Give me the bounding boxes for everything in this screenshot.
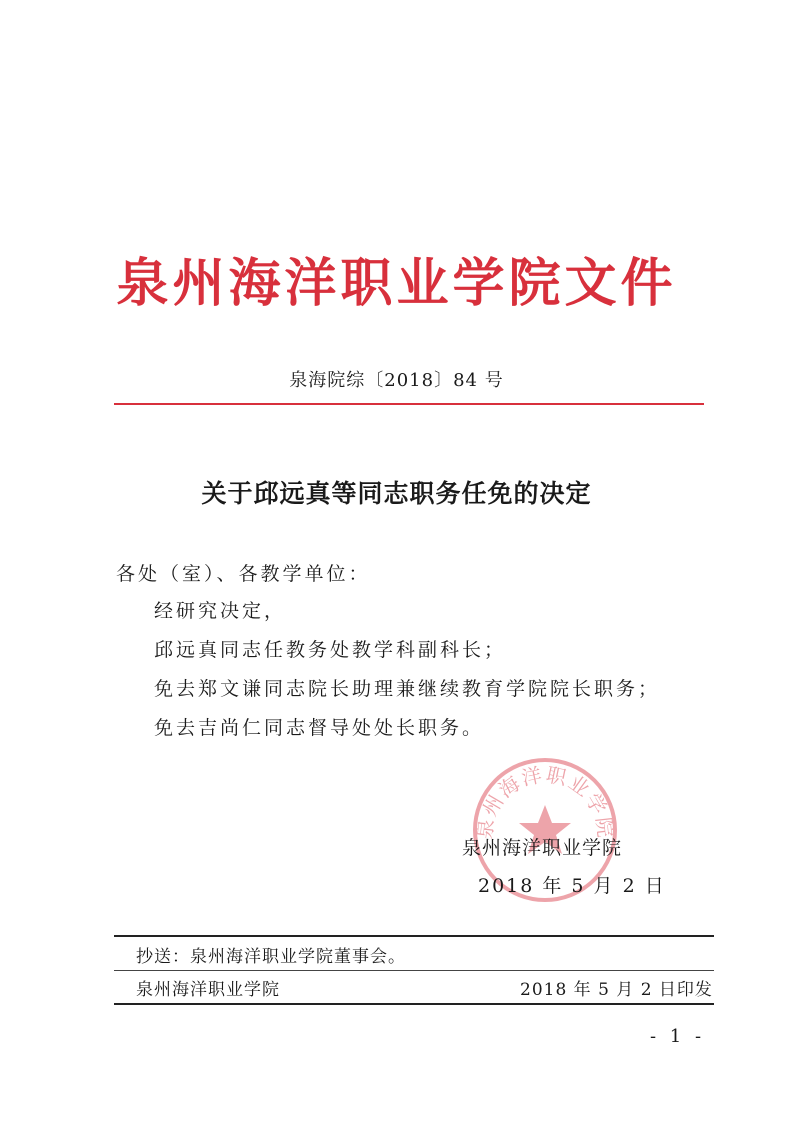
cc-recipients: 抄送：泉州海洋职业学院董事会。	[136, 947, 406, 967]
document-header-title: 泉州海洋职业学院文件	[116, 253, 677, 314]
page-number: - 1 -	[650, 1026, 706, 1047]
body-paragraph: 经研究决定，	[154, 600, 287, 622]
footer-top-divider	[114, 935, 714, 937]
signature-issuer: 泉州海洋职业学院	[462, 837, 623, 859]
footer-bottom-divider	[114, 1003, 714, 1005]
signature-date: 2018 年 5 月 2 日	[478, 875, 666, 897]
body-paragraph: 免去郑文谦同志院长助理兼继续教育学院院长职务；	[154, 678, 661, 700]
footer-issuer: 泉州海洋职业学院	[136, 980, 280, 1000]
body-paragraph: 免去吉尚仁同志督导处处长职务。	[154, 717, 485, 739]
document-number: 泉海院综〔2018〕84 号	[289, 370, 504, 391]
header-red-divider	[114, 403, 704, 405]
body-paragraph: 邱远真同志任教务处教学科副科长；	[154, 639, 507, 661]
salutation: 各处（室）、各教学单位：	[116, 563, 371, 585]
seal-text: 泉州海洋职业学院	[472, 762, 618, 841]
document-title: 关于邱远真等同志职务任免的决定	[201, 479, 592, 508]
footer-middle-divider	[114, 970, 714, 971]
footer-issue-date: 2018 年 5 月 2 日印发	[520, 980, 713, 1000]
